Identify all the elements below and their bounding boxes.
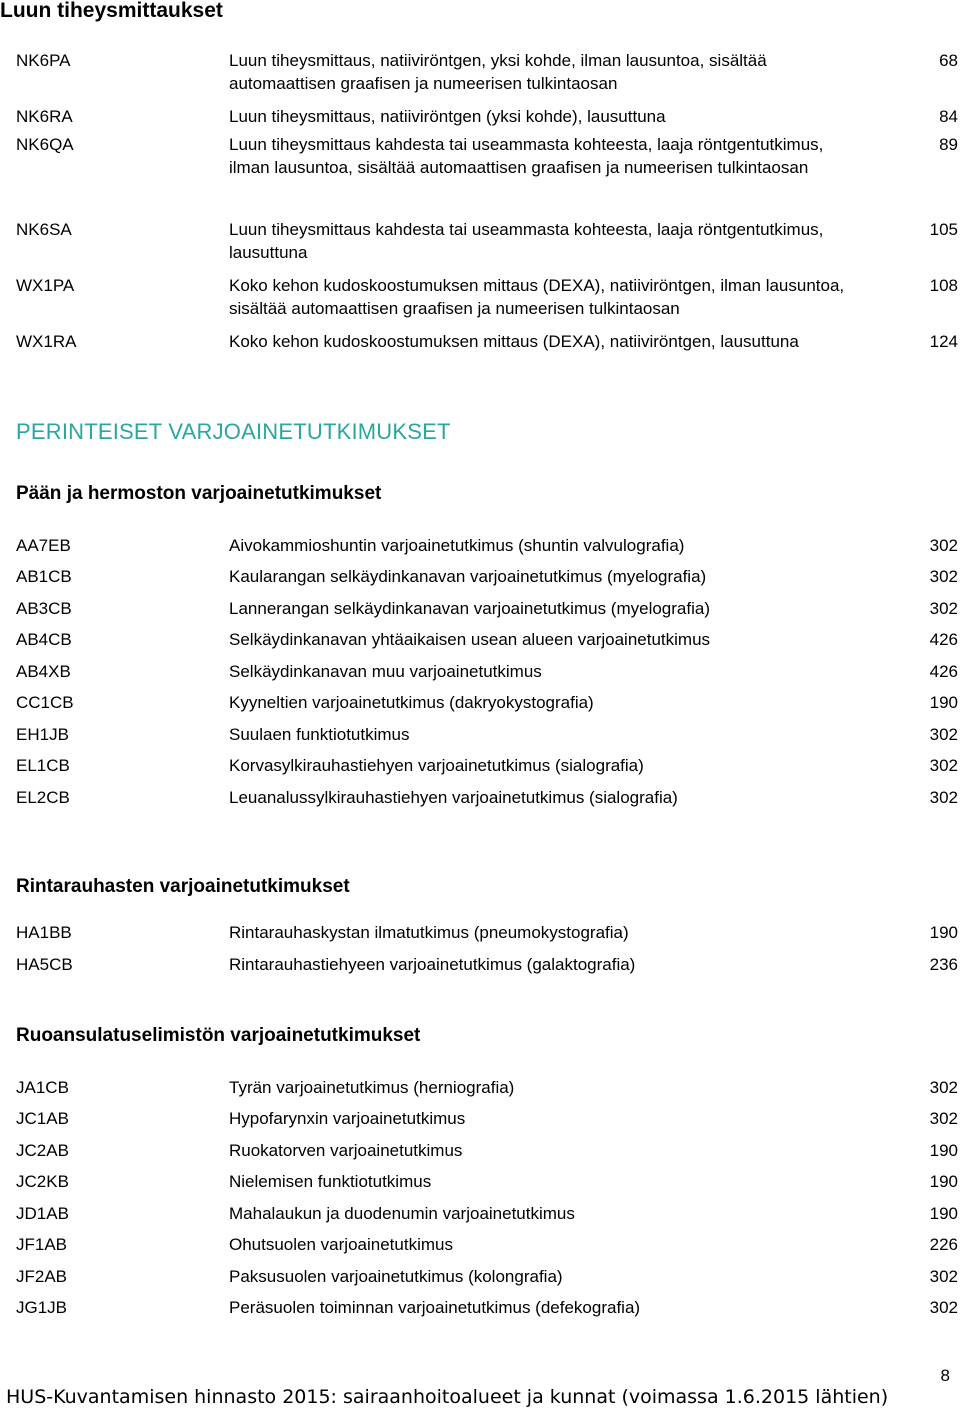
row-code: EL2CB xyxy=(16,788,70,807)
row-code: CC1CB xyxy=(16,693,74,712)
row-description: Hypofarynxin varjoainetutkimus xyxy=(229,1109,466,1128)
row-code: AB4CB xyxy=(16,630,72,649)
row-description: Paksusuolen varjoainetutkimus (kolongrafia) xyxy=(229,1267,563,1286)
row-price: 190 xyxy=(929,1141,958,1160)
row-price: 302 xyxy=(929,725,958,744)
row-code: NK6SA xyxy=(16,220,72,239)
row-description: Mahalaukun ja duodenumin varjoainetutkimus xyxy=(229,1204,575,1223)
row-description: Luun tiheysmittaus, natiiviröntgen, yksi kohde, ilman lausuntoa, sisältää automaattisen graafisen ja numeerisen tulkintaosan xyxy=(229,51,767,93)
page-title: Luun tiheysmittaukset xyxy=(0,0,223,22)
row-price: 190 xyxy=(929,693,958,712)
row-price: 302 xyxy=(929,1109,958,1128)
row-code: JC2KB xyxy=(16,1172,69,1191)
row-price: 190 xyxy=(929,1172,958,1191)
row-code: JF2AB xyxy=(16,1267,68,1286)
row-description: Lannerangan selkäydinkanavan varjoainetutkimus (myelografia) xyxy=(229,599,710,618)
row-description: Rintarauhastiehyeen varjoainetutkimus (galaktografia) xyxy=(229,955,636,974)
row-price: 302 xyxy=(929,1267,958,1286)
row-price: 302 xyxy=(929,1298,958,1317)
row-code: EL1CB xyxy=(16,756,70,775)
section-heading-contrast-studies: PERINTEISET VARJOAINETUTKIMUKSET xyxy=(16,419,451,444)
row-price: 236 xyxy=(929,955,958,974)
subsection-heading: Ruoansulatuselimistön varjoainetutkimukset xyxy=(16,1025,421,1046)
row-price: 302 xyxy=(929,756,958,775)
row-price: 226 xyxy=(929,1235,958,1254)
row-code: AB1CB xyxy=(16,567,72,586)
row-description: Leuanalussylkirauhastiehyen varjoainetutkimus (sialografia) xyxy=(229,788,678,807)
row-code: JC2AB xyxy=(16,1141,69,1160)
row-price: 426 xyxy=(929,662,958,681)
row-price: 124 xyxy=(929,332,958,351)
subsection-heading: Pään ja hermoston varjoainetutkimukset xyxy=(16,483,382,504)
row-description: Kyyneltien varjoainetutkimus (dakryokystografia) xyxy=(229,693,594,712)
row-price: 190 xyxy=(929,923,958,942)
row-description: Suulaen funktiotutkimus xyxy=(229,725,410,744)
row-description: Nielemisen funktiotutkimus xyxy=(229,1172,432,1191)
row-code: NK6QA xyxy=(16,135,74,154)
row-description: Aivokammioshuntin varjoainetutkimus (shuntin valvulografia) xyxy=(229,536,685,555)
row-price: 302 xyxy=(929,536,958,555)
row-description: Peräsuolen toiminnan varjoainetutkimus (defekografia) xyxy=(229,1298,641,1317)
row-description: Koko kehon kudoskoostumuksen mittaus (DEXA), natiiviröntgen, ilman lausuntoa, sisältää automaattisen graafisen ja numeerisen tulkintaosan xyxy=(229,276,845,318)
row-code: JD1AB xyxy=(16,1204,69,1223)
page-footer: HUS-Kuvantamisen hinnasto 2015: sairaanhoitoalueet ja kunnat (voimassa 1.6.2015 lähtien) xyxy=(6,1386,889,1408)
row-description: Luun tiheysmittaus, natiiviröntgen (yksi kohde), lausuttuna xyxy=(229,107,666,126)
row-code: HA5CB xyxy=(16,955,73,974)
row-price: 68 xyxy=(939,51,958,70)
row-description: Luun tiheysmittaus kahdesta tai useammasta kohteesta, laaja röntgentutkimus, ilman lausuntoa, sisältää automaattisen graafisen ja numeerisen tulkintaosan xyxy=(229,135,824,177)
row-description: Korvasylkirauhastiehyen varjoainetutkimus (sialografia) xyxy=(229,756,644,775)
row-description: Kaularangan selkäydinkanavan varjoainetutkimus (myelografia) xyxy=(229,567,707,586)
row-code: JC1AB xyxy=(16,1109,69,1128)
row-price: 190 xyxy=(929,1204,958,1223)
row-code: JG1JB xyxy=(16,1298,68,1317)
row-price: 84 xyxy=(939,107,958,126)
row-price: 302 xyxy=(929,599,958,618)
row-description: Tyrän varjoainetutkimus (herniografia) xyxy=(229,1078,515,1097)
row-code: EH1JB xyxy=(16,725,69,744)
row-price: 302 xyxy=(929,788,958,807)
row-description: Koko kehon kudoskoostumuksen mittaus (DEXA), natiiviröntgen, lausuttuna xyxy=(229,332,799,351)
row-code: WX1RA xyxy=(16,332,77,351)
row-code: AB3CB xyxy=(16,599,72,618)
row-description: Ohutsuolen varjoainetutkimus xyxy=(229,1235,453,1254)
row-price: 302 xyxy=(929,1078,958,1097)
row-code: JF1AB xyxy=(16,1235,68,1254)
row-description: Selkäydinkanavan muu varjoainetutkimus xyxy=(229,662,542,681)
row-description: Ruokatorven varjoainetutkimus xyxy=(229,1141,463,1160)
row-price: 89 xyxy=(939,135,958,154)
subsection-heading: Rintarauhasten varjoainetutkimukset xyxy=(16,876,350,897)
row-code: HA1BB xyxy=(16,923,72,942)
row-code: AA7EB xyxy=(16,536,71,555)
row-code: JA1CB xyxy=(16,1078,69,1097)
row-description: Rintarauhaskystan ilmatutkimus (pneumokystografia) xyxy=(229,923,629,942)
row-price: 426 xyxy=(929,630,958,649)
row-code: AB4XB xyxy=(16,662,71,681)
row-price: 105 xyxy=(929,220,958,239)
row-code: NK6RA xyxy=(16,107,73,126)
row-price: 302 xyxy=(929,567,958,586)
row-code: WX1PA xyxy=(16,276,75,295)
row-description: Selkäydinkanavan yhtäaikaisen usean alueen varjoainetutkimus xyxy=(229,630,711,649)
page-number: 8 xyxy=(940,1366,950,1385)
row-description: Luun tiheysmittaus kahdesta tai useammasta kohteesta, laaja röntgentutkimus, lausuttuna xyxy=(229,220,824,262)
row-code: NK6PA xyxy=(16,51,71,70)
row-price: 108 xyxy=(929,276,958,295)
